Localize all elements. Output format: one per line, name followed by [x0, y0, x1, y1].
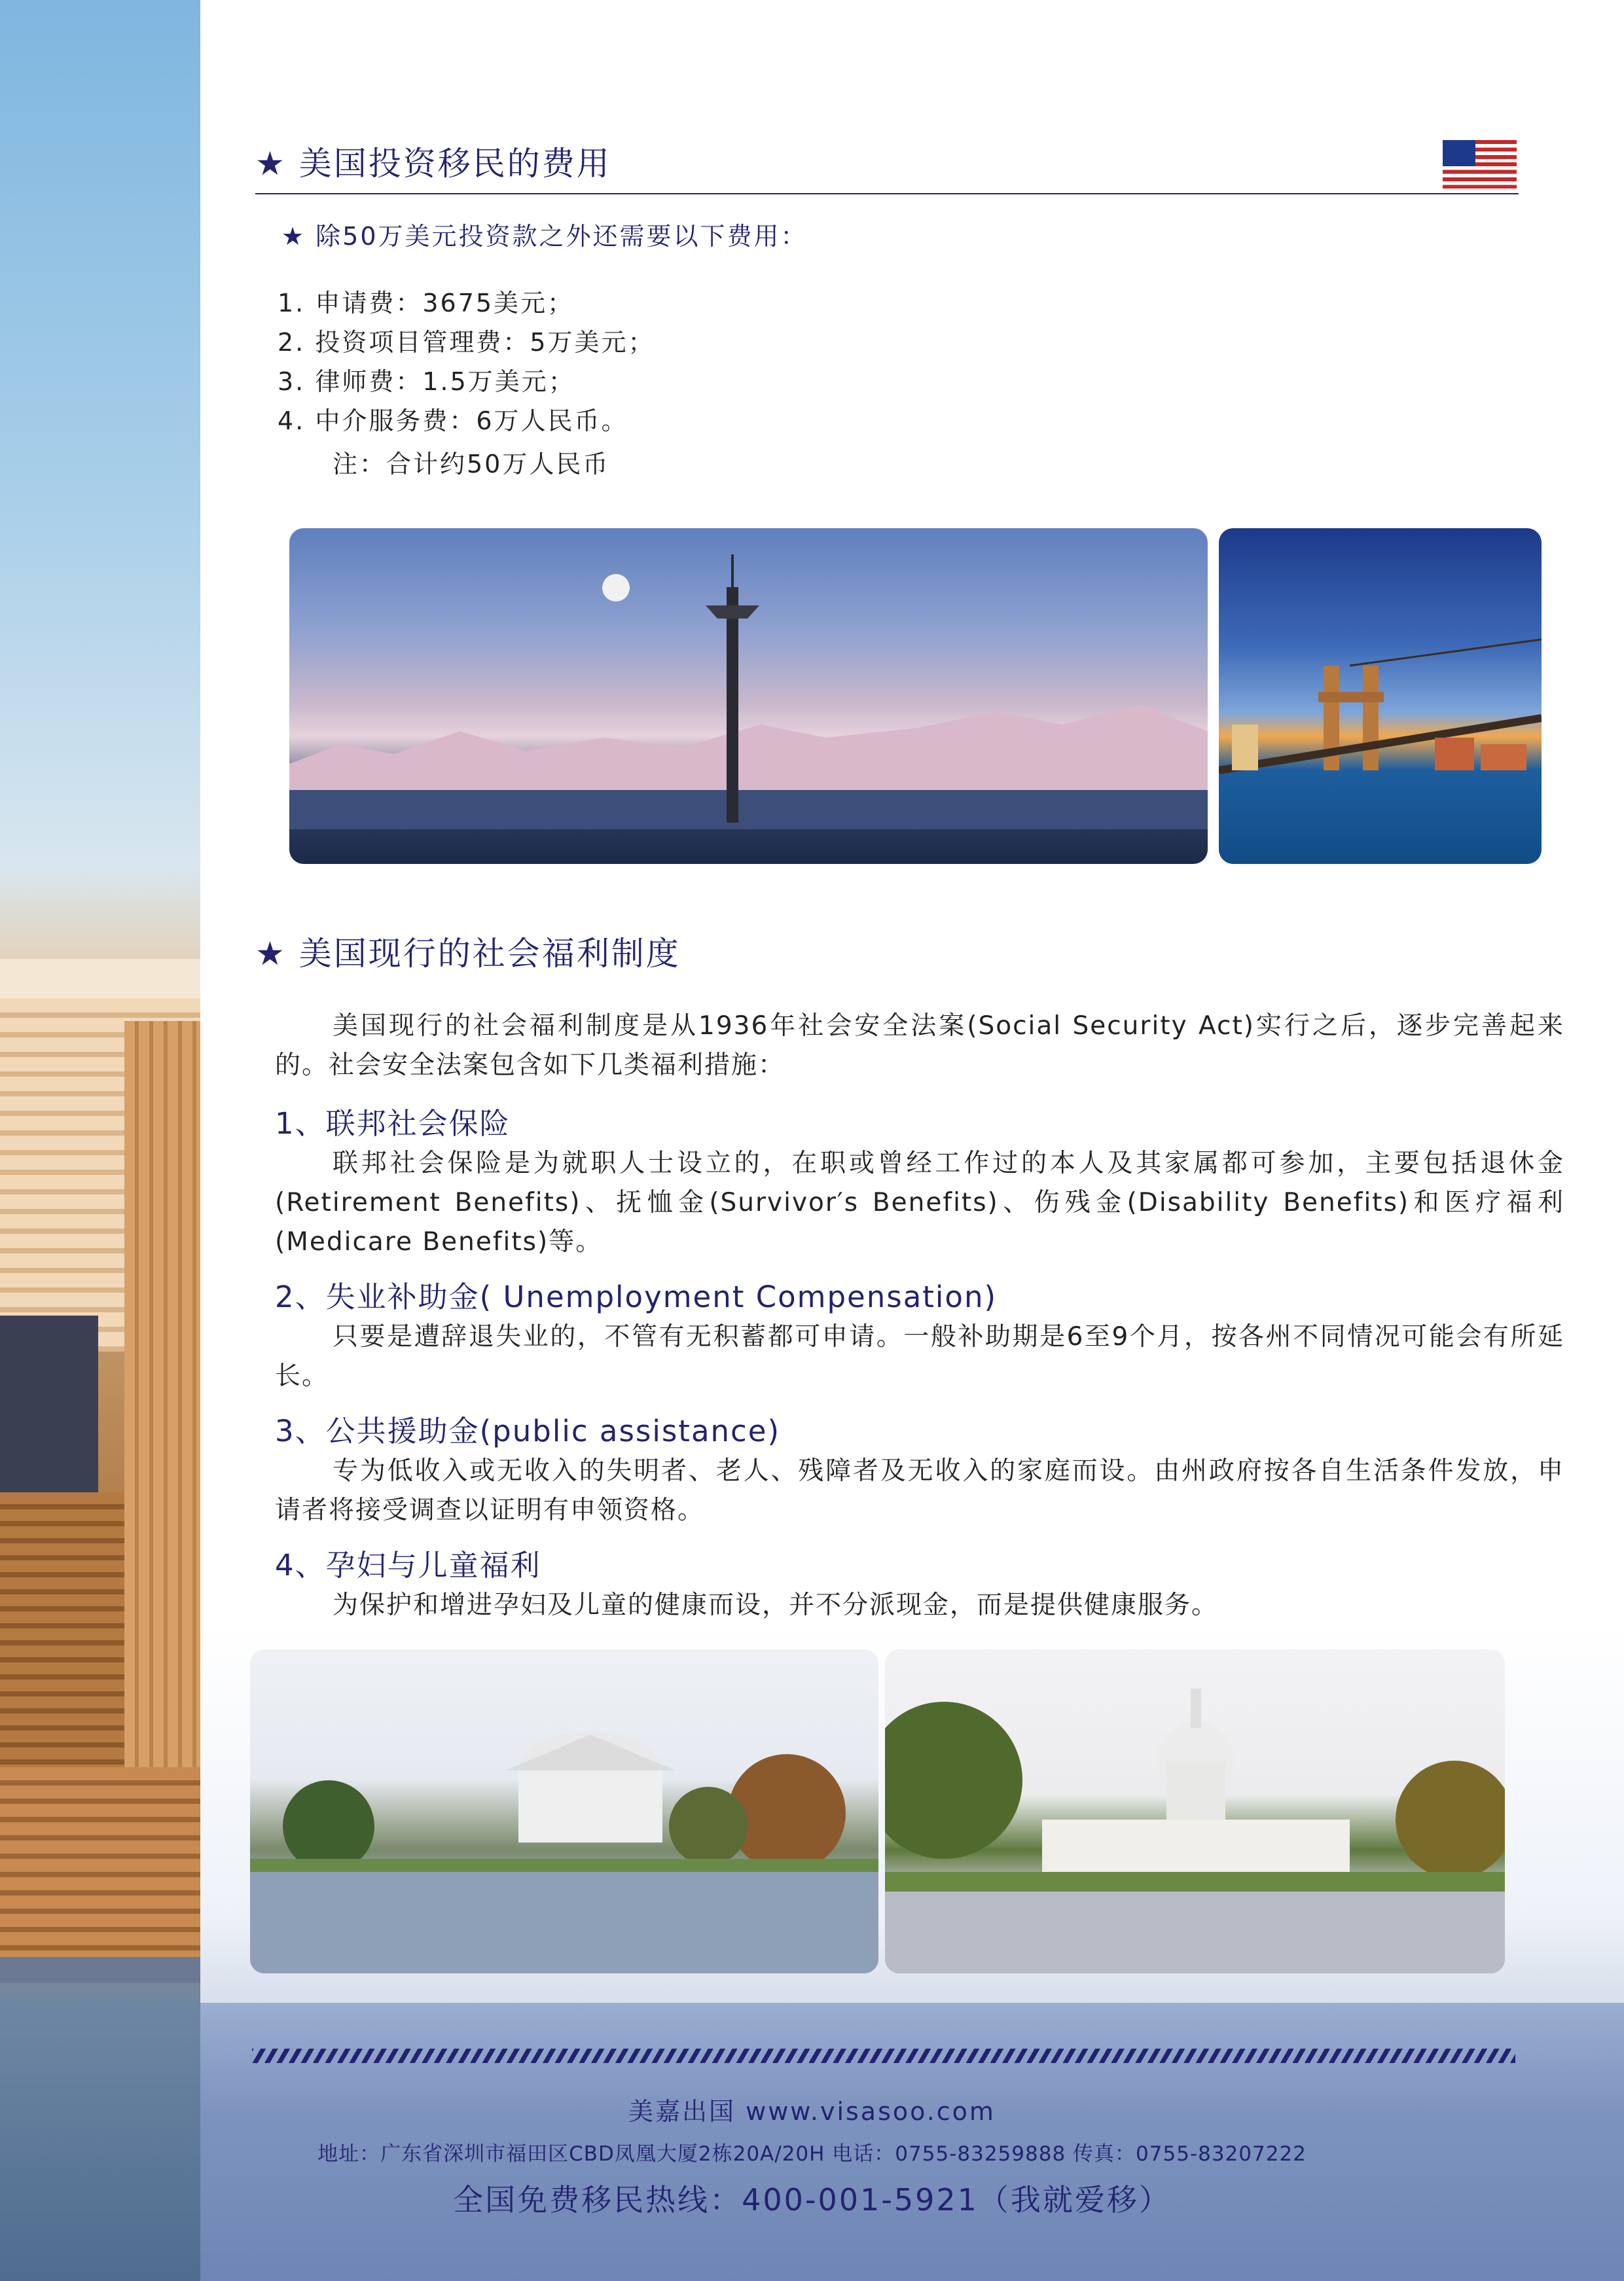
item-text: 专为低收入或无收入的失明者、老人、残障者及无收入的家庭而设。由州政府按各自生活条件发放，申请者将接受调查以证明有申领资格。 [275, 1456, 1564, 1525]
section1-title: ★ 美国投资移民的费用 [255, 145, 611, 183]
star-icon: ★ [255, 145, 287, 183]
footer-brand: 美嘉出国 www.visasoo.com [628, 2097, 996, 2126]
item-heading: 2、失业补助金( Unemployment Compensation) [275, 1280, 998, 1314]
item-heading: 3、公共援助金(public assistance) [275, 1414, 781, 1448]
section1-subtitle: ★ 除50万美元投资款之外还需要以下费用： [281, 222, 808, 251]
item-heading: 4、孕妇与儿童福利 [275, 1548, 541, 1583]
footer-divider [252, 2049, 1515, 2063]
us-flag-icon [1443, 140, 1517, 189]
item-text: 只要是遭辞退失业的，不管有无积蓄都可申请。一般补助期是6至9个月，按各州不同情况可能会有所延长。 [275, 1322, 1564, 1391]
fee-item: 2. 投资项目管理费：5万美元； [278, 328, 655, 357]
capitol-building-photo [885, 1649, 1505, 1973]
section2-intro: 美国现行的社会福利制度是从1936年社会安全法案(Social Security Act)实行之后，逐步完善起来的。社会安全法案包含如下几类福利措施： [275, 1011, 1564, 1080]
brooklyn-bridge-photo [1219, 528, 1542, 864]
item-heading: 1、联邦社会保险 [275, 1106, 511, 1141]
jefferson-memorial-photo [250, 1649, 878, 1973]
footer-address: 地址：广东省深圳市福田区CBD凤凰大厦2栋20A/20H 电话：0755-83259888 传真：0755-83207222 [317, 2142, 1307, 2166]
left-skyline-image [0, 0, 200, 2281]
fee-item: 3. 律师费：1.5万美元； [278, 367, 575, 396]
footer-hotline: 全国免费移民热线：400-001-5921（我就爱移） [453, 2182, 1171, 2218]
fee-item: 1. 申请费：3675美元； [278, 289, 575, 317]
seattle-photo [289, 528, 1208, 864]
item-text: 联邦社会保险是为就职人士设立的，在职或曾经工作过的本人及其家属都可参加，主要包括退休金 (Retirement Benefits)、抚恤金(Survivor′s Benefits)、伤残金(Disability Benefits)和医疗福利(Medicare Benefits)等。 [275, 1149, 1564, 1257]
item-text: 为保护和增进孕妇及儿童的健康而设，并不分派现金，而是提供健康服务。 [333, 1590, 1219, 1620]
star-icon: ★ [255, 935, 287, 973]
section1-rule [255, 193, 1519, 194]
section2-title: ★ 美国现行的社会福利制度 [255, 935, 681, 973]
fee-note: 注：合计约50万人民币 [333, 450, 610, 478]
star-icon: ★ [281, 222, 306, 251]
fee-item: 4. 中介服务费：6万人民币。 [278, 406, 628, 435]
